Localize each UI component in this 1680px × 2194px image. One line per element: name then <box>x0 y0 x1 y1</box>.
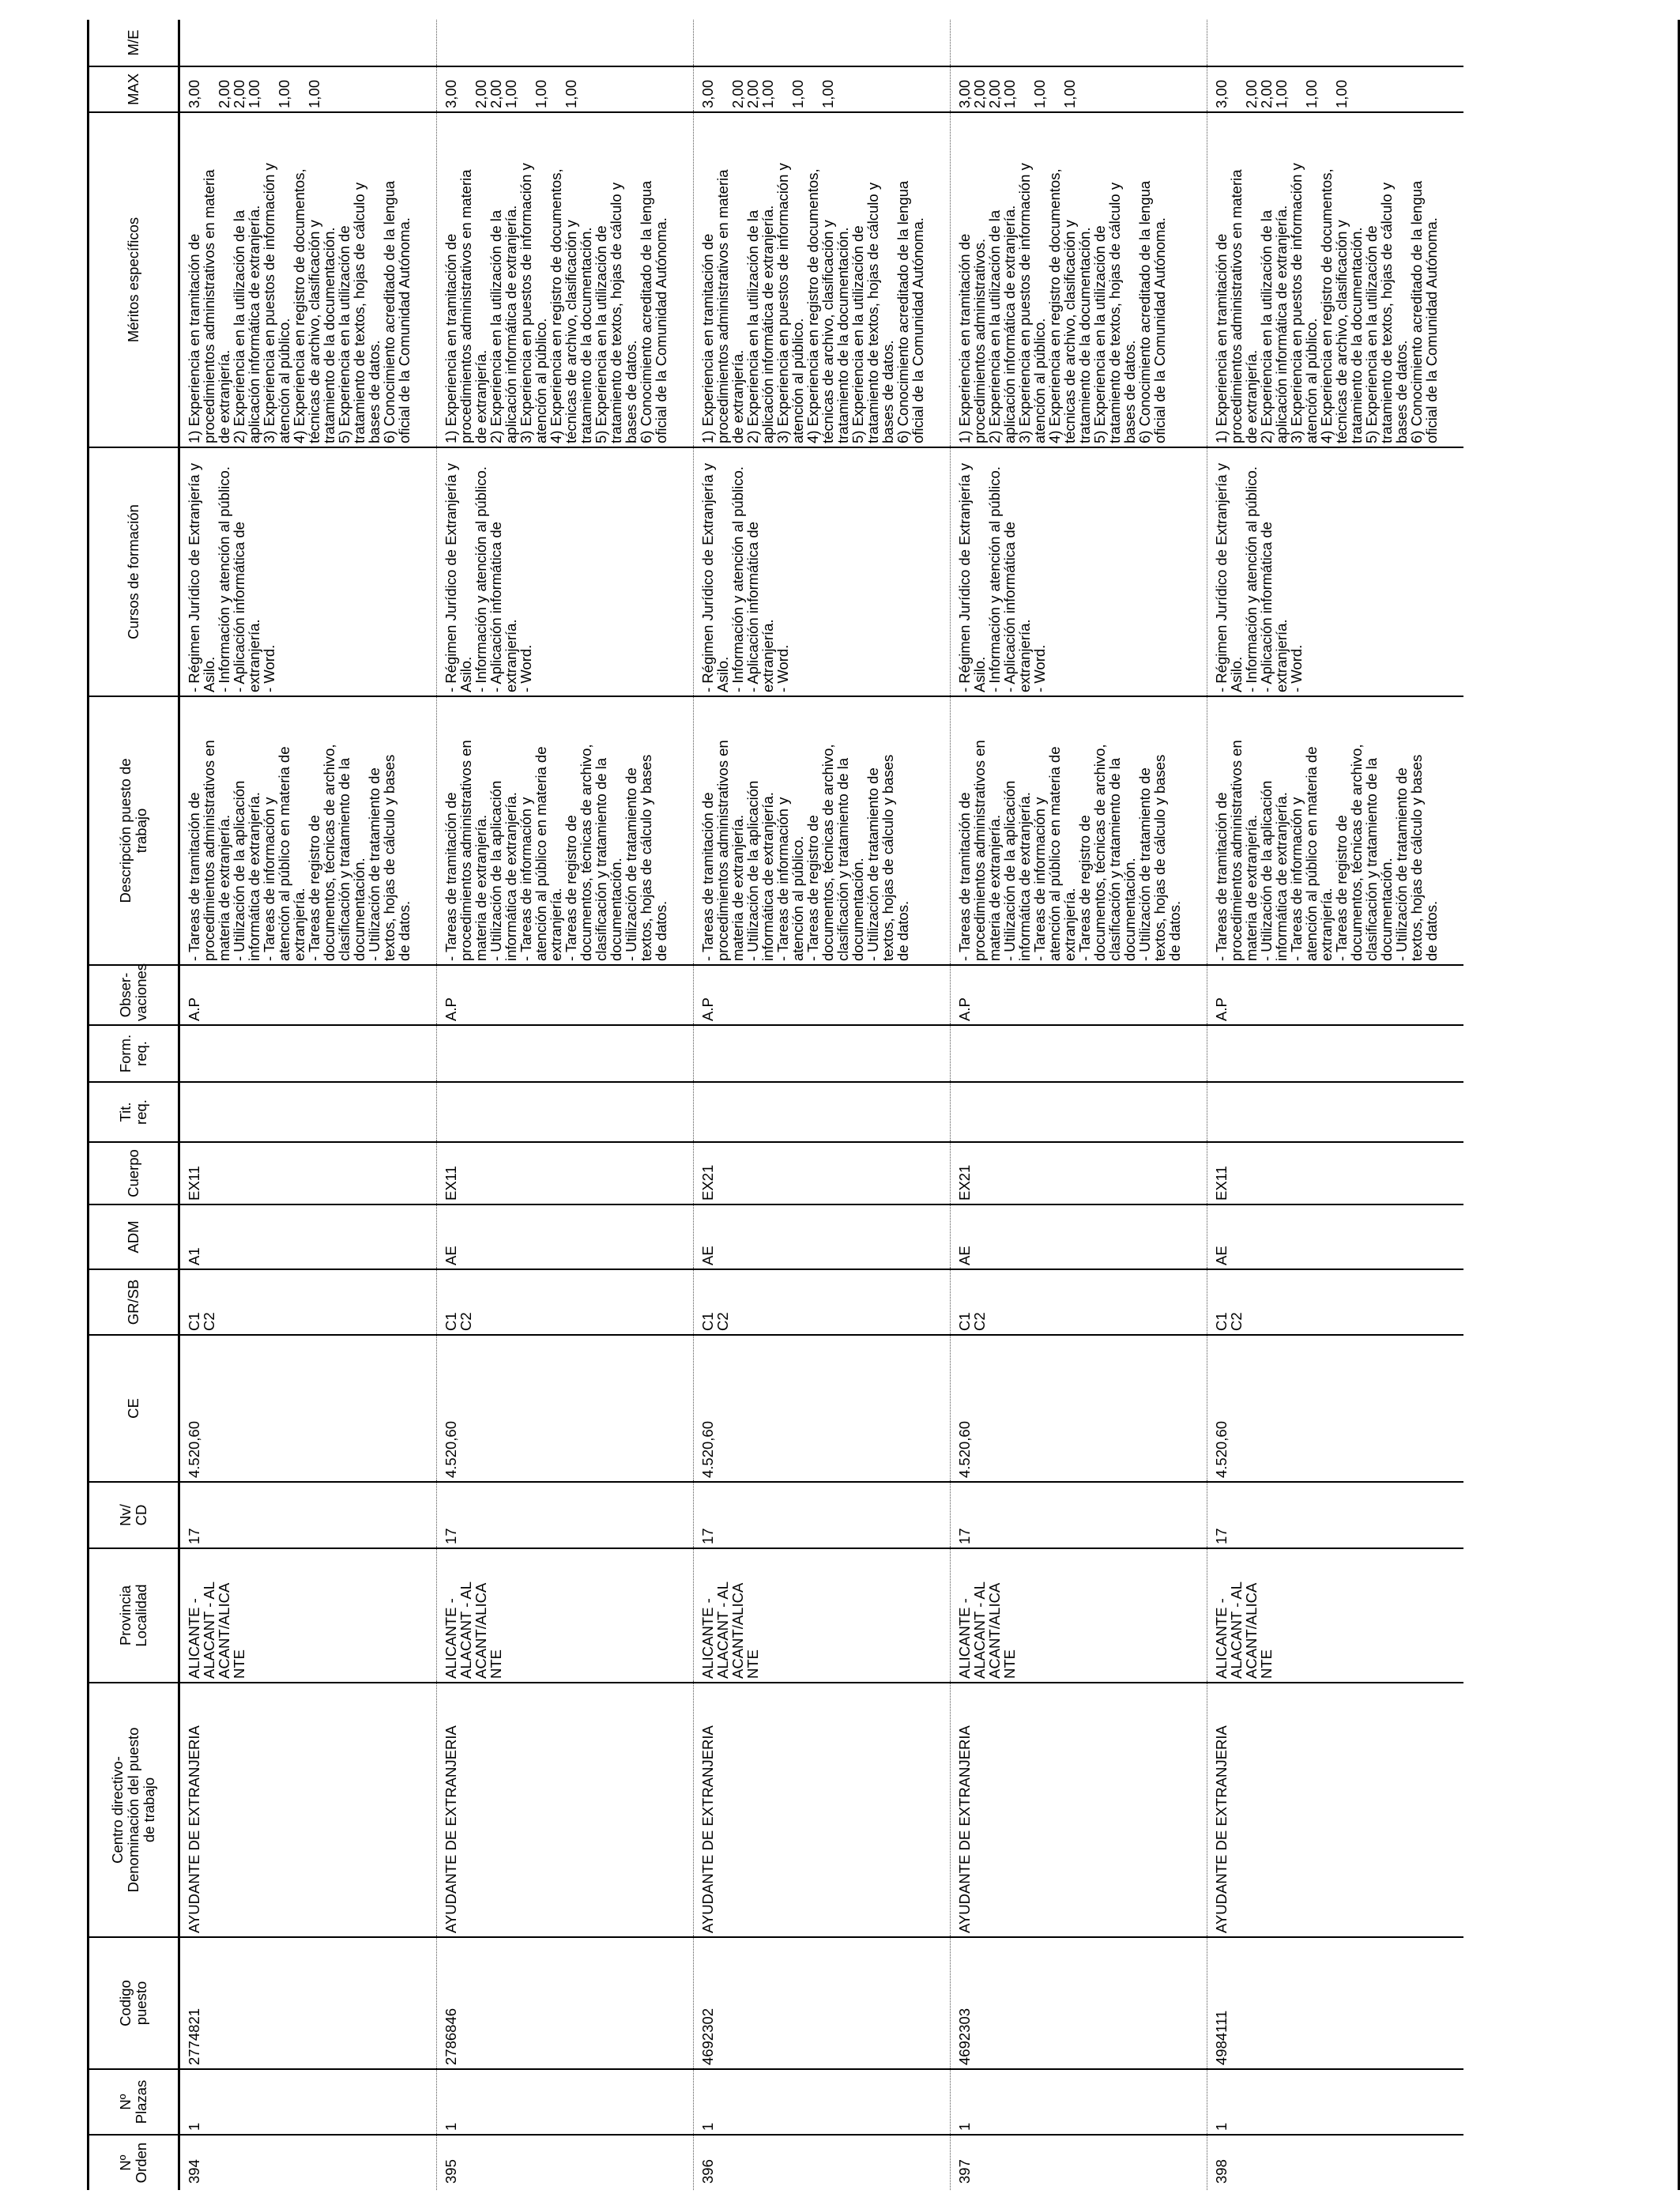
header-cuerpo: Cuerpo <box>89 1142 179 1204</box>
cell-me <box>437 20 694 66</box>
max-score: 3,00 <box>699 79 716 108</box>
cell-titulacion <box>694 1082 951 1142</box>
max-score: 1,00 <box>789 79 806 108</box>
max-score: 2,00 <box>986 79 1003 108</box>
max-score: 2,00 <box>231 79 247 108</box>
cell-centro: AYUDANTE DE EXTRANJERIA <box>694 1683 951 1937</box>
max-score: 1,00 <box>1031 79 1048 108</box>
cell-plazas: 1 <box>179 2069 437 2135</box>
header-nivel: Nv/ CD <box>89 1482 179 1548</box>
cell-provincia: ALICANTE - ALACANT - AL ACANT/ALICA NTE <box>437 1548 694 1683</box>
cell-codigo: 4692303 <box>951 1937 1207 2069</box>
cell-codigo: 4984111 <box>1207 1937 1464 2069</box>
max-score <box>1017 70 1032 108</box>
cell-adm: A1 <box>179 1204 437 1269</box>
cell-plazas: 1 <box>1207 2069 1464 2135</box>
cell-centro: AYUDANTE DE EXTRANJERIA <box>1207 1683 1464 1937</box>
max-score <box>548 70 563 108</box>
cell-ce: 4.520,60 <box>179 1335 437 1482</box>
max-score: 1,00 <box>1303 79 1320 108</box>
cell-formacion <box>437 1025 694 1082</box>
cell-cursos: - Régimen Jurídico de Extranjería y Asilo. - Información y atención al público. - Aplicación informática de extranjería. - Word. <box>694 447 951 696</box>
max-score: 2,00 <box>216 79 232 108</box>
table-body <box>179 20 1464 2190</box>
max-score: 3,00 <box>1213 79 1230 108</box>
cell-descripcion: - Tareas de tramitación de procedimientos administrativos en materia de extranjería. - Utilización de la aplicación informática de extranjería. - Tareas de información y atención al público en materia de extranjería. - Tareas de registro de documentos, técnicas de archivo, clasificación y tratamiento de la documentación. - Utilización de tratamiento de textos, hojas de cálculo y bases de datos. <box>179 696 437 965</box>
cell-grupo: C1 C2 <box>179 1269 437 1335</box>
table-row <box>951 20 1207 2190</box>
max-score: 2,00 <box>729 79 746 108</box>
cell-nivel: 17 <box>951 1482 1207 1548</box>
header-orden: Nº Orden <box>89 2135 179 2190</box>
cell-ce: 4.520,60 <box>951 1335 1207 1482</box>
max-score: 2,00 <box>971 79 988 108</box>
max-score <box>1229 70 1244 108</box>
table-row <box>694 20 951 2190</box>
cell-me <box>694 20 951 66</box>
header-centro: Centro directivo- Denominación del puesto de trabajo <box>89 1683 179 1937</box>
cell-nivel: 17 <box>694 1482 951 1548</box>
cell-grupo: C1 C2 <box>694 1269 951 1335</box>
cell-observaciones: A.P <box>179 965 437 1025</box>
max-score: 3,00 <box>186 79 202 108</box>
cell-cursos: - Régimen Jurídico de Extranjería y Asilo. - Información y atención al público. - Aplicación informática de extranjería. - Word. <box>179 447 437 696</box>
cell-cursos: - Régimen Jurídico de Extranjería y Asilo. - Información y atención al público. - Aplicación informática de extranjería. - Word. <box>1207 447 1464 696</box>
max-score <box>715 70 730 108</box>
cell-me <box>1207 20 1464 66</box>
cell-observaciones: A.P <box>694 965 951 1025</box>
cell-cursos: - Régimen Jurídico de Extranjería y Asilo. - Información y atención al público. - Aplicación informática de extranjería. - Word. <box>437 447 694 696</box>
cell-codigo: 4692302 <box>694 1937 951 2069</box>
max-score: 1,00 <box>246 79 262 108</box>
cell-provincia: ALICANTE - ALACANT - AL ACANT/ALICA NTE <box>179 1548 437 1683</box>
max-score: 1,00 <box>563 79 579 108</box>
header-codigo: Codigo puesto <box>89 1937 179 2069</box>
max-score: 2,00 <box>744 79 761 108</box>
cell-descripcion: - Tareas de tramitación de procedimientos administrativos en materia de extranjería. - Utilización de la aplicación informática de extranjería. - Tareas de información y atención al público en materia de extranjería. - Tareas de registro de documentos, técnicas de archivo, clasificación y tratamiento de la documentación. - Utilización de tratamiento de textos, hojas de cálculo y bases de datos. <box>437 696 694 965</box>
max-score <box>805 70 820 108</box>
table-row <box>1207 20 1464 2190</box>
header-grupo: GR/SB <box>89 1269 179 1335</box>
header-plazas: Nº Plazas <box>89 2069 179 2135</box>
max-score: 1,00 <box>819 79 836 108</box>
cell-plazas: 1 <box>951 2069 1207 2135</box>
cell-codigo: 2774821 <box>179 1937 437 2069</box>
cell-grupo: C1 C2 <box>437 1269 694 1335</box>
cell-observaciones: A.P <box>951 965 1207 1025</box>
cell-ce: 4.520,60 <box>1207 1335 1464 1482</box>
max-score: 2,00 <box>473 79 489 108</box>
max-score <box>1289 70 1304 108</box>
cell-ce: 4.520,60 <box>437 1335 694 1482</box>
cell-max <box>951 66 1207 112</box>
header-meritos: Méritos específicos <box>89 112 179 447</box>
max-score: 1,00 <box>276 79 292 108</box>
cell-ce: 4.520,60 <box>694 1335 951 1482</box>
max-score <box>1319 70 1334 108</box>
max-score: 1,00 <box>533 79 549 108</box>
cell-titulacion <box>951 1082 1207 1142</box>
header-observaciones: Obser- vaciones <box>89 965 179 1025</box>
max-score: 1,00 <box>1061 79 1078 108</box>
max-score <box>262 70 277 108</box>
positions-table <box>89 20 1463 2190</box>
max-score: 1,00 <box>306 79 322 108</box>
cell-orden: 396 <box>694 2135 951 2190</box>
cell-centro: AYUDANTE DE EXTRANJERIA <box>437 1683 694 1937</box>
cell-centro: AYUDANTE DE EXTRANJERIA <box>951 1683 1207 1937</box>
cell-orden: 394 <box>179 2135 437 2190</box>
cell-nivel: 17 <box>1207 1482 1464 1548</box>
header-titulacion: Tit. req. <box>89 1082 179 1142</box>
cell-titulacion <box>1207 1082 1464 1142</box>
cell-cuerpo: EX11 <box>437 1142 694 1204</box>
cell-titulacion <box>437 1082 694 1142</box>
max-score: 1,00 <box>759 79 776 108</box>
max-score: 2,00 <box>1243 79 1260 108</box>
cell-centro: AYUDANTE DE EXTRANJERIA <box>179 1683 437 1937</box>
max-score <box>518 70 533 108</box>
cell-max <box>437 66 694 112</box>
cell-adm: AE <box>437 1204 694 1269</box>
cell-titulacion <box>179 1082 437 1142</box>
max-score <box>292 70 307 108</box>
cell-formacion <box>179 1025 437 1082</box>
cell-adm: AE <box>1207 1204 1464 1269</box>
max-score: 1,00 <box>1333 79 1350 108</box>
cell-cuerpo: EX21 <box>694 1142 951 1204</box>
cell-meritos: 1) Experiencia en tramitación de procedimientos administrativos en materia de extranjería. 2) Experiencia en la utilización de la aplicación informática de extranjería. 3) Experiencia en puestos de información y atención al público. 4) Experiencia en registro de documentos, técnicas de archivo, clasificación y tratamiento de la documentación. 5) Experiencia en la utilización de tratamiento de textos, hojas de cálculo y bases de datos. 6) Conocimiento acreditado de la lengua oficial de la Comunidad Autónoma. <box>1207 112 1464 447</box>
positions-table-frame <box>87 20 1680 2190</box>
max-score: 1,00 <box>1273 79 1290 108</box>
cell-meritos: 1) Experiencia en tramitación de procedimientos administrativos. 2) Experiencia en la utilización de la aplicación informática de extranjería. 3) Experiencia en puestos de información y atención al público. 4) Experiencia en registro de documentos, técnicas de archivo, clasificación y tratamiento de la documentación. 5) Experiencia en la utilización de tratamiento de textos, hojas de cálculo y bases de datos. 6) Conocimiento acreditado de la lengua oficial de la Comunidad Autónoma. <box>951 112 1207 447</box>
cell-plazas: 1 <box>694 2069 951 2135</box>
header-ce: CE <box>89 1335 179 1482</box>
cell-orden: 395 <box>437 2135 694 2190</box>
max-score <box>1047 70 1062 108</box>
header-max: MAX <box>89 66 179 112</box>
cell-nivel: 17 <box>437 1482 694 1548</box>
cell-formacion <box>1207 1025 1464 1082</box>
cell-max <box>179 66 437 112</box>
cell-provincia: ALICANTE - ALACANT - AL ACANT/ALICA NTE <box>694 1548 951 1683</box>
cell-descripcion: - Tareas de tramitación de procedimientos administrativos en materia de extranjería. - Utilización de la aplicación informática de extranjería. - Tareas de información y atención al público. - Tareas de registro de documentos, técnicas de archivo, clasificación y tratamiento de la documentación. - Utilización de tratamiento de textos, hojas de cálculo y bases de datos. <box>694 696 951 965</box>
header-descripcion: Descripción puesto de trabajo <box>89 696 179 965</box>
max-score <box>775 70 790 108</box>
cell-formacion <box>951 1025 1207 1082</box>
max-score: 2,00 <box>488 79 504 108</box>
cell-formacion <box>694 1025 951 1082</box>
cell-cuerpo: EX21 <box>951 1142 1207 1204</box>
cell-descripcion: - Tareas de tramitación de procedimientos administrativos en materia de extranjería. - Utilización de la aplicación informática de extranjería. - Tareas de información y atención al público en materia de extranjería. - Tareas de registro de documentos, técnicas de archivo, clasificación y tratamiento de la documentación. - Utilización de tratamiento de textos, hojas de cálculo y bases de datos. <box>951 696 1207 965</box>
max-score <box>202 70 217 108</box>
header-formacion: Form. req. <box>89 1025 179 1082</box>
cell-provincia: ALICANTE - ALACANT - AL ACANT/ALICA NTE <box>951 1548 1207 1683</box>
table-header-row <box>89 20 179 2190</box>
max-score: 1,00 <box>503 79 519 108</box>
cell-grupo: C1 C2 <box>1207 1269 1464 1335</box>
max-score: 3,00 <box>443 79 459 108</box>
max-score <box>458 70 473 108</box>
table-row <box>437 20 694 2190</box>
max-score: 3,00 <box>956 79 973 108</box>
cell-cuerpo: EX11 <box>179 1142 437 1204</box>
cell-provincia: ALICANTE - ALACANT - AL ACANT/ALICA NTE <box>1207 1548 1464 1683</box>
header-cursos: Cursos de formación <box>89 447 179 696</box>
cell-meritos: 1) Experiencia en tramitación de procedimientos administrativos en materia de extranjería. 2) Experiencia en la utilización de la aplicación informática de extranjería. 3) Experiencia en puestos de información y atención al público. 4) Experiencia en registro de documentos, técnicas de archivo, clasificación y tratamiento de la documentación. 5) Experiencia en la utilización de tratamiento de textos, hojas de cálculo y bases de datos. 6) Conocimiento acreditado de la lengua oficial de la Comunidad Autónoma. <box>694 112 951 447</box>
header-adm: ADM <box>89 1204 179 1269</box>
cell-observaciones: A.P <box>1207 965 1464 1025</box>
table-row <box>179 20 437 2190</box>
max-score: 1,00 <box>1001 79 1018 108</box>
header-provincia: Provincia Localidad <box>89 1548 179 1683</box>
cell-cursos: - Régimen Jurídico de Extranjería y Asilo. - Información y atención al público. - Aplicación informática de extranjería. - Word. <box>951 447 1207 696</box>
cell-orden: 397 <box>951 2135 1207 2190</box>
cell-me <box>179 20 437 66</box>
cell-grupo: C1 C2 <box>951 1269 1207 1335</box>
cell-max <box>1207 66 1464 112</box>
header-me: M/E <box>89 20 179 66</box>
cell-meritos: 1) Experiencia en tramitación de procedimientos administrativos en materia de extranjería. 2) Experiencia en la utilización de la aplicación informática de extranjería. 3) Experiencia en puestos de información y atención al público. 4) Experiencia en registro de documentos, técnicas de archivo, clasificación y tratamiento de la documentación. 5) Experiencia en la utilización de tratamiento de textos, hojas de cálculo y bases de datos. 6) Conocimiento acreditado de la lengua oficial de la Comunidad Autónoma. <box>437 112 694 447</box>
cell-plazas: 1 <box>437 2069 694 2135</box>
max-score: 2,00 <box>1258 79 1275 108</box>
cell-codigo: 2786846 <box>437 1937 694 2069</box>
cell-descripcion: - Tareas de tramitación de procedimientos administrativos en materia de extranjería. - Utilización de la aplicación informática de extranjería. - Tareas de información y atención al público en materia de extranjería. - Tareas de registro de documentos, técnicas de archivo, clasificación y tratamiento de la documentación. - Utilización de tratamiento de textos, hojas de cálculo y bases de datos. <box>1207 696 1464 965</box>
cell-nivel: 17 <box>179 1482 437 1548</box>
cell-orden: 398 <box>1213 2159 1230 2184</box>
cell-me <box>951 20 1207 66</box>
cell-adm: AE <box>951 1204 1207 1269</box>
cell-max <box>694 66 951 112</box>
cell-adm: AE <box>694 1204 951 1269</box>
cell-meritos: 1) Experiencia en tramitación de procedimientos administrativos en materia de extranjería. 2) Experiencia en la utilización de la aplicación informática de extranjería. 3) Experiencia en puestos de información y atención al público. 4) Experiencia en registro de documentos, técnicas de archivo, clasificación y tratamiento de la documentación. 5) Experiencia en la utilización de tratamiento de textos, hojas de cálculo y bases de datos. 6) Conocimiento acreditado de la lengua oficial de la Comunidad Autónoma. <box>179 112 437 447</box>
cell-cuerpo: EX11 <box>1207 1142 1464 1204</box>
cell-observaciones: A.P <box>437 965 694 1025</box>
